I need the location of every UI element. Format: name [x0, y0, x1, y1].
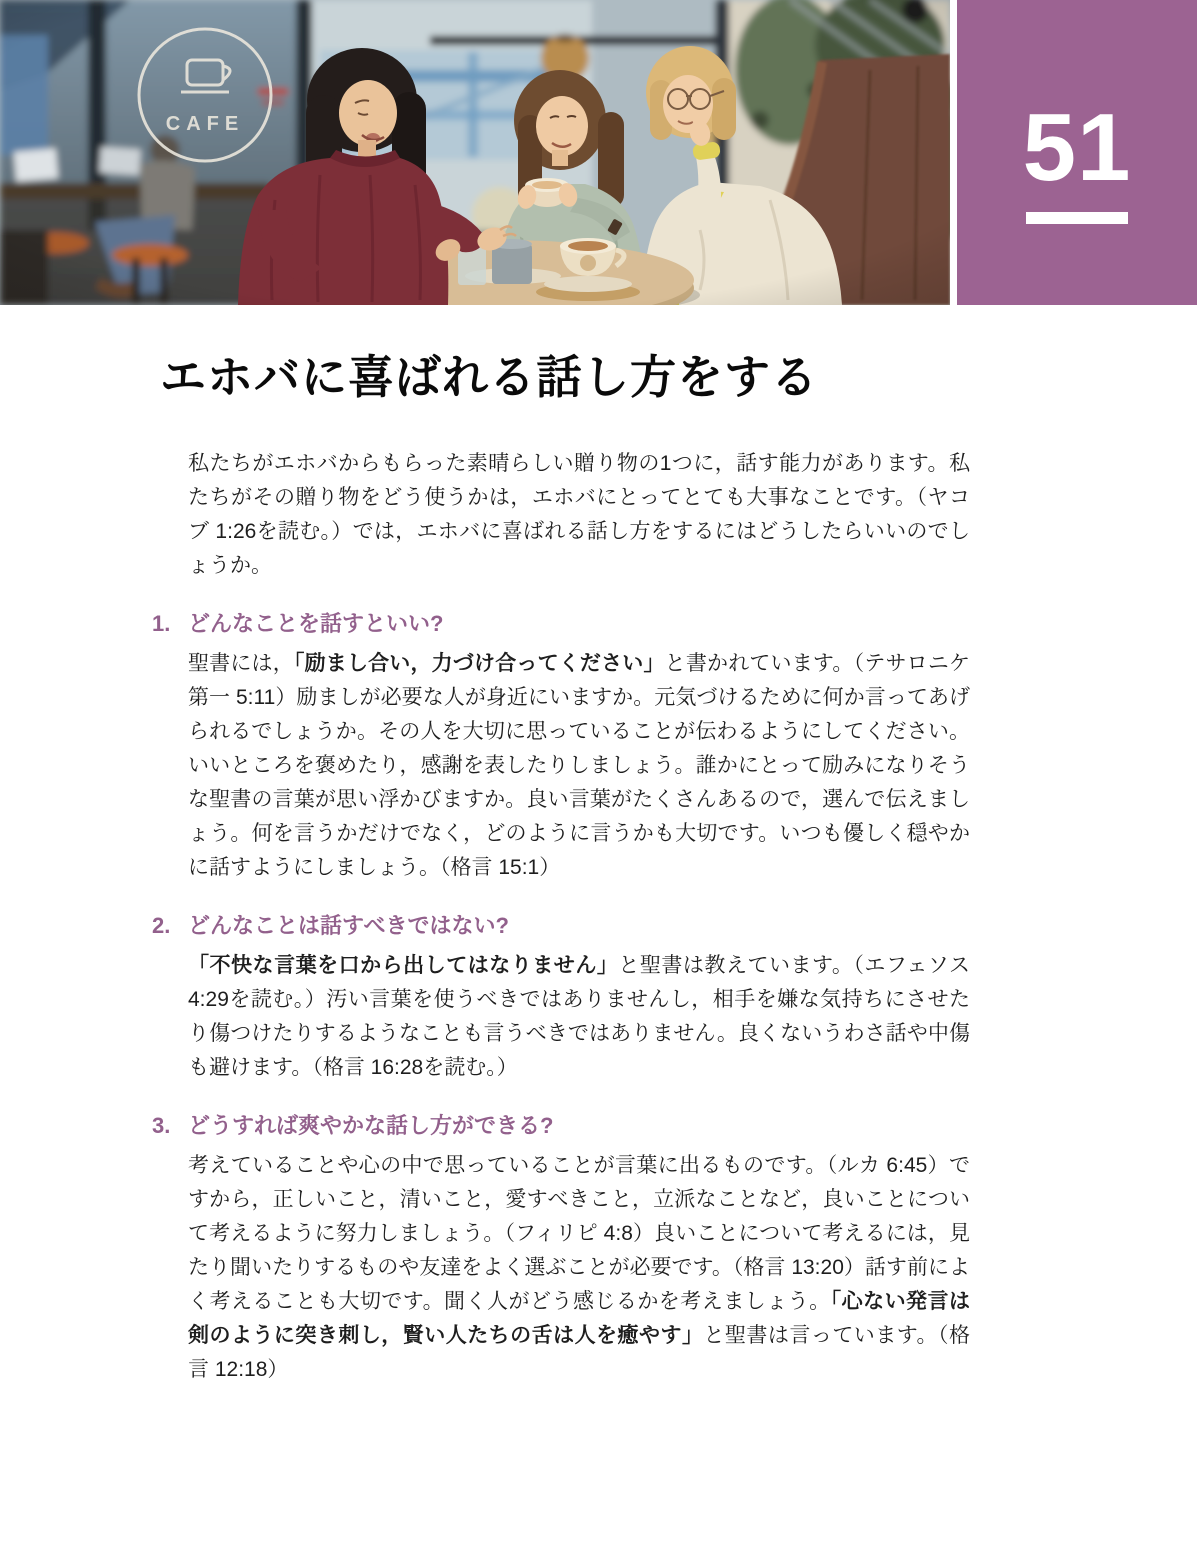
section-3-heading	[152, 1111, 1200, 1141]
section-1-heading-label: どんなことを話すといい?	[188, 611, 444, 636]
hero-photo	[0, 0, 950, 305]
body-text: と聖書は教えています。（エフェソス 4:29を読む。）汚い言葉を使うべきではありませんし，相手を嫌な気持ちにさせたり傷つけたりするようなことも言うべきではありません。良くないうわさ話や中傷も避けます。（格言 16:28を読む。）	[188, 954, 970, 1079]
body-text: 考えていることや心の中で思っていることが言葉に出るものです。（ルカ 6:45）ですから，正しいこと，清いこと，愛すべきこと，立派なことなど，良いことについて考えるように努力しましょう。（フィリピ 4:8）良いことについて考えるには，見たり聞いたりするものや友達をよく選ぶことが必要です。（格言 13:20）話す前によく考えることも大切です。聞く人がどう感じるかを考えましょう。	[188, 1154, 970, 1313]
section-2-paragraph	[188, 949, 970, 1085]
lesson-number-badge	[957, 0, 1197, 305]
page-title: エホバに喜ばれる話し方をする	[160, 351, 818, 403]
hero-row	[0, 0, 1200, 305]
body-text: と聖書は言っています。（格言 12:18）	[188, 1324, 970, 1381]
photo-vignette	[0, 0, 950, 305]
scripture-quote: 「心ない発言は剣のように突き刺し，賢い人たちの舌は人を癒やす」	[188, 1290, 971, 1347]
body-text: 私たちがエホバからもらった素晴らしい贈り物の1つに，話す能力があります。私たちがその贈り物をどう使うかは，エホバにとってとても大事なことです。（ヤコブ 1:26を読む。）では，エホバに喜ばれる話し方をするにはどうしたらいいのでしょうか。	[188, 452, 970, 577]
cafe-photo-illustration	[0, 0, 950, 305]
section-1	[0, 609, 1200, 885]
body-text: 聖書には，	[188, 652, 294, 675]
section-1-heading	[152, 609, 1200, 639]
intro-paragraph	[188, 447, 970, 583]
section-1-paragraph	[188, 647, 970, 885]
section-2	[0, 911, 1200, 1085]
body-text: と書かれています。（テサロニケ第一 5:11）励ましが必要な人が身近にいますか。元気づけるために何か言ってあげられるでしょうか。その人を大切に思っていることが伝わるようにしてください。いいところを褒めたり，感謝を表したりしましょう。誰かにとって励みになりそうな聖書の言葉が思い浮かびますか。良い言葉がたくさんあるので，選んで伝えましょう。何を言うかだけでなく，どのように言うかも大切です。いつも優しく穏やかに話すようにしましょう。（格言 15:1）	[188, 652, 970, 879]
lesson-number: 51	[1022, 93, 1132, 201]
section-2-number: 2.	[152, 913, 171, 938]
section-3-paragraph	[188, 1149, 970, 1387]
scripture-quote: 「不快な言葉を口から出してはなりません」	[188, 954, 619, 977]
section-2-heading	[152, 911, 1200, 941]
section-3-heading-label: どうすれば爽やかな話し方ができる?	[188, 1113, 554, 1138]
hero-gap	[950, 0, 957, 305]
lesson-underline	[1026, 212, 1128, 224]
section-2-heading-label: どんなことは話すべきではない?	[188, 913, 509, 938]
section-1-number: 1.	[152, 611, 171, 636]
section-3-number: 3.	[152, 1113, 171, 1138]
scripture-quote: 「励まし合い，力づけ合ってください」	[293, 652, 665, 675]
section-3	[0, 1111, 1200, 1387]
